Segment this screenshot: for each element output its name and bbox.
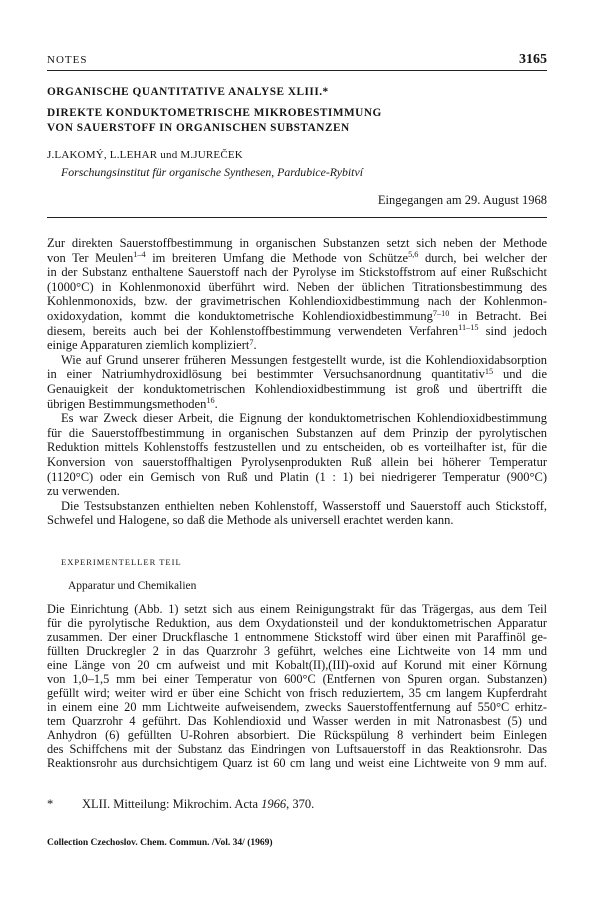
text-run: . xyxy=(253,338,257,353)
header-rule xyxy=(47,70,547,71)
text-line xyxy=(47,338,547,353)
text-line xyxy=(47,470,547,485)
text-run: Die Einrichtung (Abb. 1) setzt sich aus einem Reinigungstrakt für das Trägergas, aus dem Teil xyxy=(47,602,547,616)
text-run: Genauigkeit der konduktometrischen Kohlendioxidbestimmung ist groß und übertrifft die xyxy=(47,381,547,396)
text-line xyxy=(47,353,547,368)
journal-citation: Collection Czechoslov. Chem. Commun. /Vol. 34/ (1969) xyxy=(47,838,273,848)
text-line xyxy=(47,324,547,339)
text-line xyxy=(47,728,547,742)
text-line xyxy=(47,265,547,280)
text-line xyxy=(47,756,547,770)
text-run: . xyxy=(214,396,218,411)
reference-superscript: 15 xyxy=(484,367,494,377)
text-run: oxidoxydation, kommt die konduktometrische Kohlendioxidbestimmung xyxy=(47,308,433,323)
text-run: des Schiffchens mit der Substanz das Eindringen von Luftsauerstoff in das Reaktionsrohr. Das xyxy=(47,742,547,756)
text-line xyxy=(47,236,547,251)
text-run: diesem, bereits auch bei der Kohlenstoffbestimmung verwendeten Verfahren xyxy=(47,323,459,338)
text-line xyxy=(47,426,547,441)
text-run: in der Substanz enthaltene Sauerstoff nach der Pyrolyse im Stickstoffstrom auf einer Rußschicht xyxy=(47,265,547,280)
section-rule xyxy=(47,217,547,218)
text-line xyxy=(47,382,547,397)
text-line xyxy=(47,616,547,630)
text-run: sind jedoch xyxy=(478,323,547,338)
article-title-line-2: VON SAUERSTOFF IN ORGANISCHEN SUBSTANZEN xyxy=(47,122,350,134)
footnote-text-end: , 370. xyxy=(286,797,315,811)
text-line xyxy=(47,251,547,266)
text-run: einige Apparaturen ziemlich kompliziert xyxy=(47,338,250,353)
text-run: von 1,0–1,5 mm bei einer Temperatur von 600°C (Entfernen von Spuren organ. Substanzen) xyxy=(47,672,547,686)
text-run: (1120°C) oder ein Gemisch von Ruß und Platin (1 : 1) bei niedrigerer Temperatur (900°C) xyxy=(47,469,547,484)
text-run: eine Länge von 20 cm aufweist und mit Kobalt(II),(III)-oxid auf Korund mit einer Körnung xyxy=(47,658,547,672)
text-line xyxy=(47,499,547,514)
text-run: tem Quarzrohr 4 geführt. Das Kohlendioxid und Wasser werden in mit Natronasbest (5) und xyxy=(47,714,547,728)
text-run: in einem eine 20 mm Lichtweite aufweisendem, zwecks Sauerstoffentfernung auf 550°C erhitz- xyxy=(47,700,547,714)
reference-superscript: 7 xyxy=(249,338,254,348)
text-run: Reduktion mittels Kohlenstoffs festzustellen und zu entscheiden, ob es vorteilhafter ist, für die xyxy=(47,440,547,455)
text-line xyxy=(47,714,547,728)
introduction-text xyxy=(47,236,547,528)
page-number: 3165 xyxy=(519,52,547,67)
text-line xyxy=(47,397,547,412)
text-line xyxy=(47,513,547,528)
text-line xyxy=(47,294,547,309)
text-line xyxy=(47,440,547,455)
footnote-year: 1966 xyxy=(261,797,287,811)
text-run: (1000°C) in Kohlenmonoxid überführt wird. Neben der üblichen Titrationsbestimmung des xyxy=(47,279,547,294)
section-heading: EXPERIMENTELLER TEIL xyxy=(61,557,182,567)
text-line xyxy=(47,455,547,470)
reference-superscript: 5,6 xyxy=(408,250,419,260)
text-run: Es war Zweck dieser Arbeit, die Eignung der konduktometrischen Kohlendioxidbestimmung xyxy=(61,411,547,426)
article-title-line-1: DIREKTE KONDUKTOMETRISCHE MIKROBESTIMMUNG xyxy=(47,107,382,119)
footnote-text xyxy=(82,797,314,811)
received-date: Eingegangen am 29. August 1968 xyxy=(377,193,547,207)
text-run: Wie auf Grund unserer früheren Messungen festgestellt wurde, ist die Kohlendioxidabsorption xyxy=(61,352,547,367)
text-run: Anhydron (6) gefüllten U-Rohren absorbiert. Die Rückspülung 8 verhindert beim Einlegen xyxy=(47,728,547,742)
footnote xyxy=(47,796,314,812)
text-run: in einer Natriumhydroxidlösung bei bestimmter Versuchsanordnung quantitativ xyxy=(47,367,485,382)
text-run: füllten Druckregler 2 in das Quarzrohr 3 geführt, welches eine Lichtweite von 14 mm und xyxy=(47,644,547,658)
article-series-title: ORGANISCHE QUANTITATIVE ANALYSE XLIII.* xyxy=(47,86,329,98)
text-run: für die pyrolytische Reduktion, aus dem Oxydationsteil und der konduktometrischen Apparatur xyxy=(47,616,547,630)
text-line xyxy=(47,602,547,616)
subsection-heading: Apparatur und Chemikalien xyxy=(68,580,197,592)
text-run: für die Sauerstoffbestimmung in organischen Substanzen auf dem Prinzip der pyrolytischen xyxy=(47,425,547,440)
text-run: übrigen Bestimmungsmethoden xyxy=(47,396,207,411)
text-run: Konversion von sauerstoffhaltigen Pyrolysenprodukten Ruß allein bei höherer Temperatur xyxy=(47,454,547,469)
text-line xyxy=(47,700,547,714)
text-line xyxy=(47,672,547,686)
reference-superscript: 7–10 xyxy=(432,308,450,318)
text-line xyxy=(47,411,547,426)
text-line xyxy=(47,630,547,644)
text-line xyxy=(47,367,547,382)
text-line xyxy=(47,280,547,295)
text-line xyxy=(47,309,547,324)
text-run: Kohlenmonoxids, bzw. der gravimetrischen Kohlendioxidbestimmung nach der Kohlenmon- xyxy=(47,294,547,309)
reference-superscript: 11–15 xyxy=(458,323,479,333)
footnote-marker: * xyxy=(47,797,54,811)
experimental-text xyxy=(47,602,547,770)
text-run: von Ter Meulen xyxy=(47,250,134,265)
text-line xyxy=(47,644,547,658)
text-line xyxy=(47,658,547,672)
text-line xyxy=(47,742,547,756)
text-run: Schwefel und Halogene, so daß die Methode als universell erachtet werden kann. xyxy=(47,513,454,528)
affiliation: Forschungsinstitut für organische Synthesen, Pardubice-Rybitví xyxy=(61,165,363,179)
authors: J.LAKOMÝ, L.LEHAR und M.JUREČEK xyxy=(47,149,243,161)
text-line xyxy=(47,484,547,499)
text-run: zusammen. Der einer Druckflasche 1 entnommene Stickstoff wird über einen mit Paraffinöl ge- xyxy=(47,630,547,644)
text-run: im breiteren Umfang die Methode von Schütze xyxy=(145,250,409,265)
text-run: und die xyxy=(493,367,547,382)
text-run: zu verwenden. xyxy=(47,484,120,499)
text-run: Die Testsubstanzen enthielten neben Kohlenstoff, Wasserstoff und Sauerstoff auch Stickstoff, xyxy=(61,498,547,513)
reference-superscript: 1–4 xyxy=(133,250,146,260)
running-header-section: NOTES xyxy=(47,54,88,66)
text-line xyxy=(47,686,547,700)
text-run: in Betracht. Bei xyxy=(449,308,547,323)
footnote-text-start: XLII. Mitteilung: Mikrochim. Acta xyxy=(82,797,262,811)
text-run: durch, bei welcher der xyxy=(418,250,547,265)
text-run: gefüllt wird; weiter wird er über eine Schicht von frisch reduziertem, 35 cm langem Kupferdraht xyxy=(47,686,547,700)
text-run: Zur direkten Sauerstoffbestimmung in organischen Substanzen setzt sich neben der Methode xyxy=(47,236,547,250)
text-run: Reaktionsrohr aus durchsichtigem Quarz ist 60 cm lang und weist eine Lichtweite von 9 mm auf. xyxy=(47,756,547,770)
reference-superscript: 16 xyxy=(206,396,215,406)
